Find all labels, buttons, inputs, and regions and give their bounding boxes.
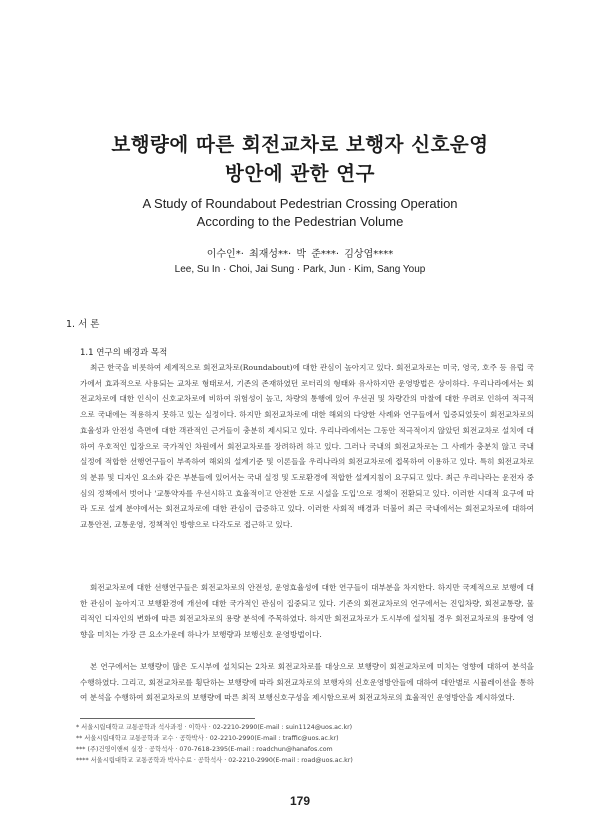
title-english-line-2: According to the Pedestrian Volume	[196, 214, 404, 229]
body-paragraph-1	[80, 360, 534, 533]
page-number: 179	[289, 794, 311, 808]
body-paragraph-2	[80, 580, 534, 643]
paragraph-text: 회전교차로에 대한 선행연구들은 회전교차로의 안전성, 운영효율성에 대한 연구들이 대부분을 차지한다. 하지만 국제적으로 보행에 대한 관심이 높아지고 보행환경에 개선에 대한 국가적인 관심이 집중되고 있다. 기존의 회전교차로의 연구에서는 진입차량, 회전교통량, 물리적인 디자인의 변화에 따른 회전교차로의 용량 분석에 주목하였다. 하지만 회전교차로가 도시부에 설치될 경우 회전교차로의 용량에 영향을 미치는 가장 큰 요소가운데 하나가 보행량과 보행신호 운영방법이다.	[80, 583, 534, 640]
footnotes	[76, 722, 546, 766]
footnote-3: *** (주)건영이앤씨 실장 · 공학석사 · 070-7618-2395(E-mail : roadchun@hanafos.com	[76, 746, 333, 753]
body-paragraph-3	[80, 659, 534, 706]
authors-english: Lee, Su In · Choi, Jai Sung · Park, Jun · Kim, Sang Youp	[174, 264, 426, 275]
title-korean-line-2: 방안에 관한 연구	[225, 162, 375, 185]
subsection-heading: 1.1 연구의 배경과 목적	[80, 348, 168, 358]
paragraph-text: 본 연구에서는 보행량이 많은 도시부에 설치되는 2차로 회전교차로를 대상으로 보행량이 회전교차로에 미치는 영향에 대하여 분석을 수행하였다. 그리고, 회전교차로를 횡단하는 보행량에 따라 회전교차로의 보행자의 신호운영방안들에 대하여 대안별로 시뮬레이션을 통하여 분석을 수행하여 회전교차로의 보행량에 따른 최적 보행신호구성을 제시함으로써 회전교차로의 효율적인 운영방안을 제시하였다.	[80, 662, 534, 703]
section-heading: 1. 서 론	[66, 319, 100, 330]
title-english-line-1: A Study of Roundabout Pedestrian Crossing Operation	[142, 196, 458, 211]
authors-korean: 이수인*· 최재성**· 박 준***· 김상엽****	[206, 249, 394, 260]
footnote-divider	[80, 718, 255, 719]
footnote-2: ** 서울시립대학교 교통공학과 교수 · 공학박사 · 02-2210-2990(E-mail : traffic@uos.ac.kr)	[76, 735, 339, 742]
footnote-1: * 서울시립대학교 교통공학과 석사과정 · 이학사 · 02-2210-2990(E-mail : suin1124@uos.ac.kr)	[76, 724, 353, 731]
title-korean-line-1: 보행량에 따른 회전교차로 보행자 신호운영	[111, 133, 489, 156]
paragraph-text: 최근 한국을 비롯하여 세계적으로 회전교차로(Roundabout)에 대한 관심이 높아지고 있다. 회전교차로는 미국, 영국, 호주 등 유럽 국가에서 효과적으로 사용되는 교차로 형태로서, 기존의 존재하였던 로터리의 형태와 유사하지만 운영방법은 상이하다. 우리나라에서는 회전교차로에 대한 인식이 신호교차로에 비하여 위험성이 높고, 차량의 통행에 있어 우선권 및 차량간의 마찰에 대한 우려로 인하여 적극적으로 국내에는 적용하지 못하고 있는 실정이다. 하지만 회전교차로에 대한 해외의 다양한 사례와 연구들에서 입증되었듯이 회전교차로의 효율성과 안전성 측면에 대한 객관적인 근거들이 충분히 제시되고 있다. 우리나라에서는 그동안 적극적이지 않았던 회전교차로 설치에 대하여 우호적인 입장으로 국가적인 차원에서 회전교차로를 장려하려 하고 있다. 그러나 국내의 회전교차로는 그 사례가 충분치 않고 국내 실정에 적합한 선행연구들이 부족하여 해외의 설계기준 및 이론들을 우리나라의 회전교차로에 접목하여 이용하고 있다. 특히 회전교차로의 분류 및 디자인 요소와 같은 부분들에 있어서는 국내 실정 및 도로환경에 적합한 설계지침이 요구되고 있다. 최근 우리나라는 운전자 중심의 정책에서 벗어나 '교통약자를 우선시하고 효율적이고 안전한 도로 시설을 도입'으로 정책이 전환되고 있다. 이러한 시대적 요구에 따라 도로 설계 분야에서는 회전교차로에 대한 관심이 급증하고 있다. 이러한 사회적 배경과 더불어 최근 국내에서는 회전교차로에 대하여 교통안전, 교통운영, 정책적인 방향으로 다각도로 접근하고 있다.	[80, 363, 534, 530]
footnote-4: **** 서울시립대학교 교통공학과 박사수료 · 공학석사 · 02-2210-2990(E-mail : road@uos.ac.kr)	[76, 757, 353, 764]
